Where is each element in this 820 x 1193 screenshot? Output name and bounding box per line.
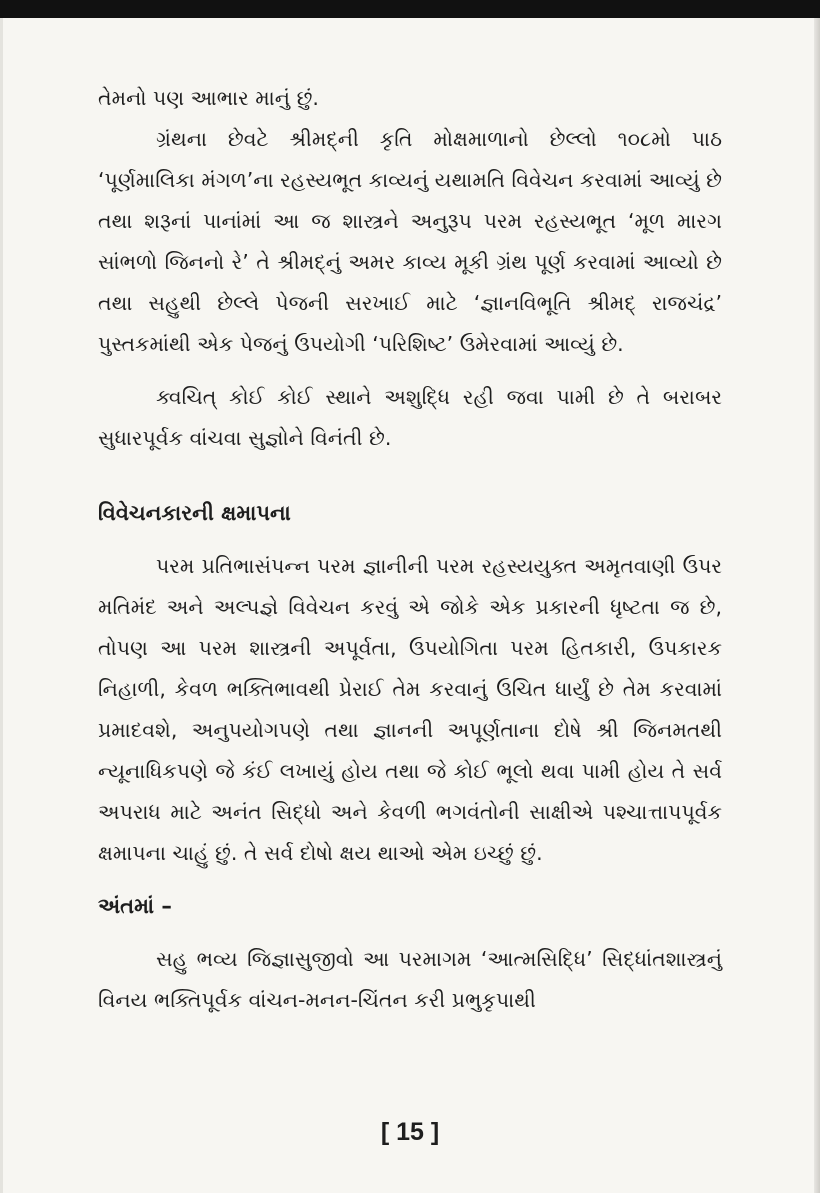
section-heading-apology: વિવેચનકારની ક્ષમાપના	[98, 501, 291, 525]
spacer	[98, 874, 722, 886]
page-number: [ 15 ]	[380, 1118, 440, 1146]
section-heading-conclusion: અંતમાં –	[98, 894, 172, 918]
paragraph-apology: પરમ પ્રતિભાસંપન્ન પરમ જ્ઞાનીની પરમ રહસ્યયુક્ત અમૃતવાણી ઉપર મતિમંદ અને અલ્પજ્ઞે વિવેચન કરવું એ જોકે એક પ્રકારની ધૃષ્ટતા જ છે, તોપણ આ પરમ શાસ્ત્રની અપૂર્વતા, ઉપયોગિતા પરમ હિતકારી, ઉપકારક નિહાળી, કેવળ ભક્તિભાવથી પ્રેરાઈ તેમ કરવાનું ઉચિત ધાર્યું છે તેમ કરવામાં પ્રમાદવશે, અનુપયોગપણે તથા જ્ઞાનની અપૂર્ણતાના દોષે શ્રી જિનમતથી ન્યૂનાધિકપણે જે કંઈ લખાયું હોય તથા જે કોઈ ભૂલો થવા પામી હોય તે સર્વ અપરાધ માટે અનંત સિદ્ધો અને કેવળી ભગવંતોની સાક્ષીએ પશ્ચાત્તાપપૂર્વક ક્ષમાપના ચાહું છું. તે સર્વ દોષો ક્ષય થાઓ એમ ઇચ્છું છું.	[98, 554, 722, 865]
page-body	[98, 78, 722, 1021]
page-right-edge	[814, 18, 820, 1193]
spacer	[98, 927, 722, 939]
paragraph-errata-note: ક્વચિત્ કોઈ કોઈ સ્થાને અશુદ્ધિ રહી જવા પામી છે તે બરાબર સુધારપૂર્વક વાંચવા સુજ્ઞોને વિનંતી છે.	[98, 385, 722, 450]
scan-top-edge	[0, 0, 820, 18]
paragraph-book-contents: ગ્રંથના છેવટે શ્રીમદ્‌ની કૃતિ મોક્ષમાળાનો છેલ્લો ૧૦૮મો પાઠ ‘પૂર્ણમાલિકા મંગળ’ના રહસ્યભૂત કાવ્યનું યથામતિ વિવેચન કરવામાં આવ્યું છે તથા શરૂનાં પાનાંમાં આ જ શાસ્ત્રને અનુરૂપ પરમ રહસ્યભૂત ‘મૂળ મારગ સાંભળો જિનનો રે’ તે શ્રીમદ્‌નું અમર કાવ્ય મૂકી ગ્રંથ પૂર્ણ કરવામાં આવ્યો છે તથા સહુથી છેલ્લે પેજની સરખાઈ માટે ‘જ્ઞાનવિભૂતિ શ્રીમદ્ રાજચંદ્ર’ પુસ્તકમાંથી એક પેજનું ઉપયોગી ‘પરિશિષ્ટ’ ઉમેરવામાં આવ્યું છે.	[98, 127, 722, 356]
spacer	[98, 459, 722, 493]
spacer	[98, 534, 722, 546]
paragraph-conclusion: સહુ ભવ્ય જિજ્ઞાસુજીવો આ પરમાગમ ‘આત્મસિદ્ધિ’ સિદ્ધાંતશાસ્ત્રનું વિનય ભક્તિપૂર્વક વાંચન-મનન-ચિંતન કરી પ્રભુકૃપાથી	[98, 947, 722, 1012]
spacer	[98, 365, 722, 377]
paragraph-continuation: તેમનો પણ આભાર માનું છું.	[98, 86, 319, 110]
page-left-edge	[0, 18, 3, 1193]
